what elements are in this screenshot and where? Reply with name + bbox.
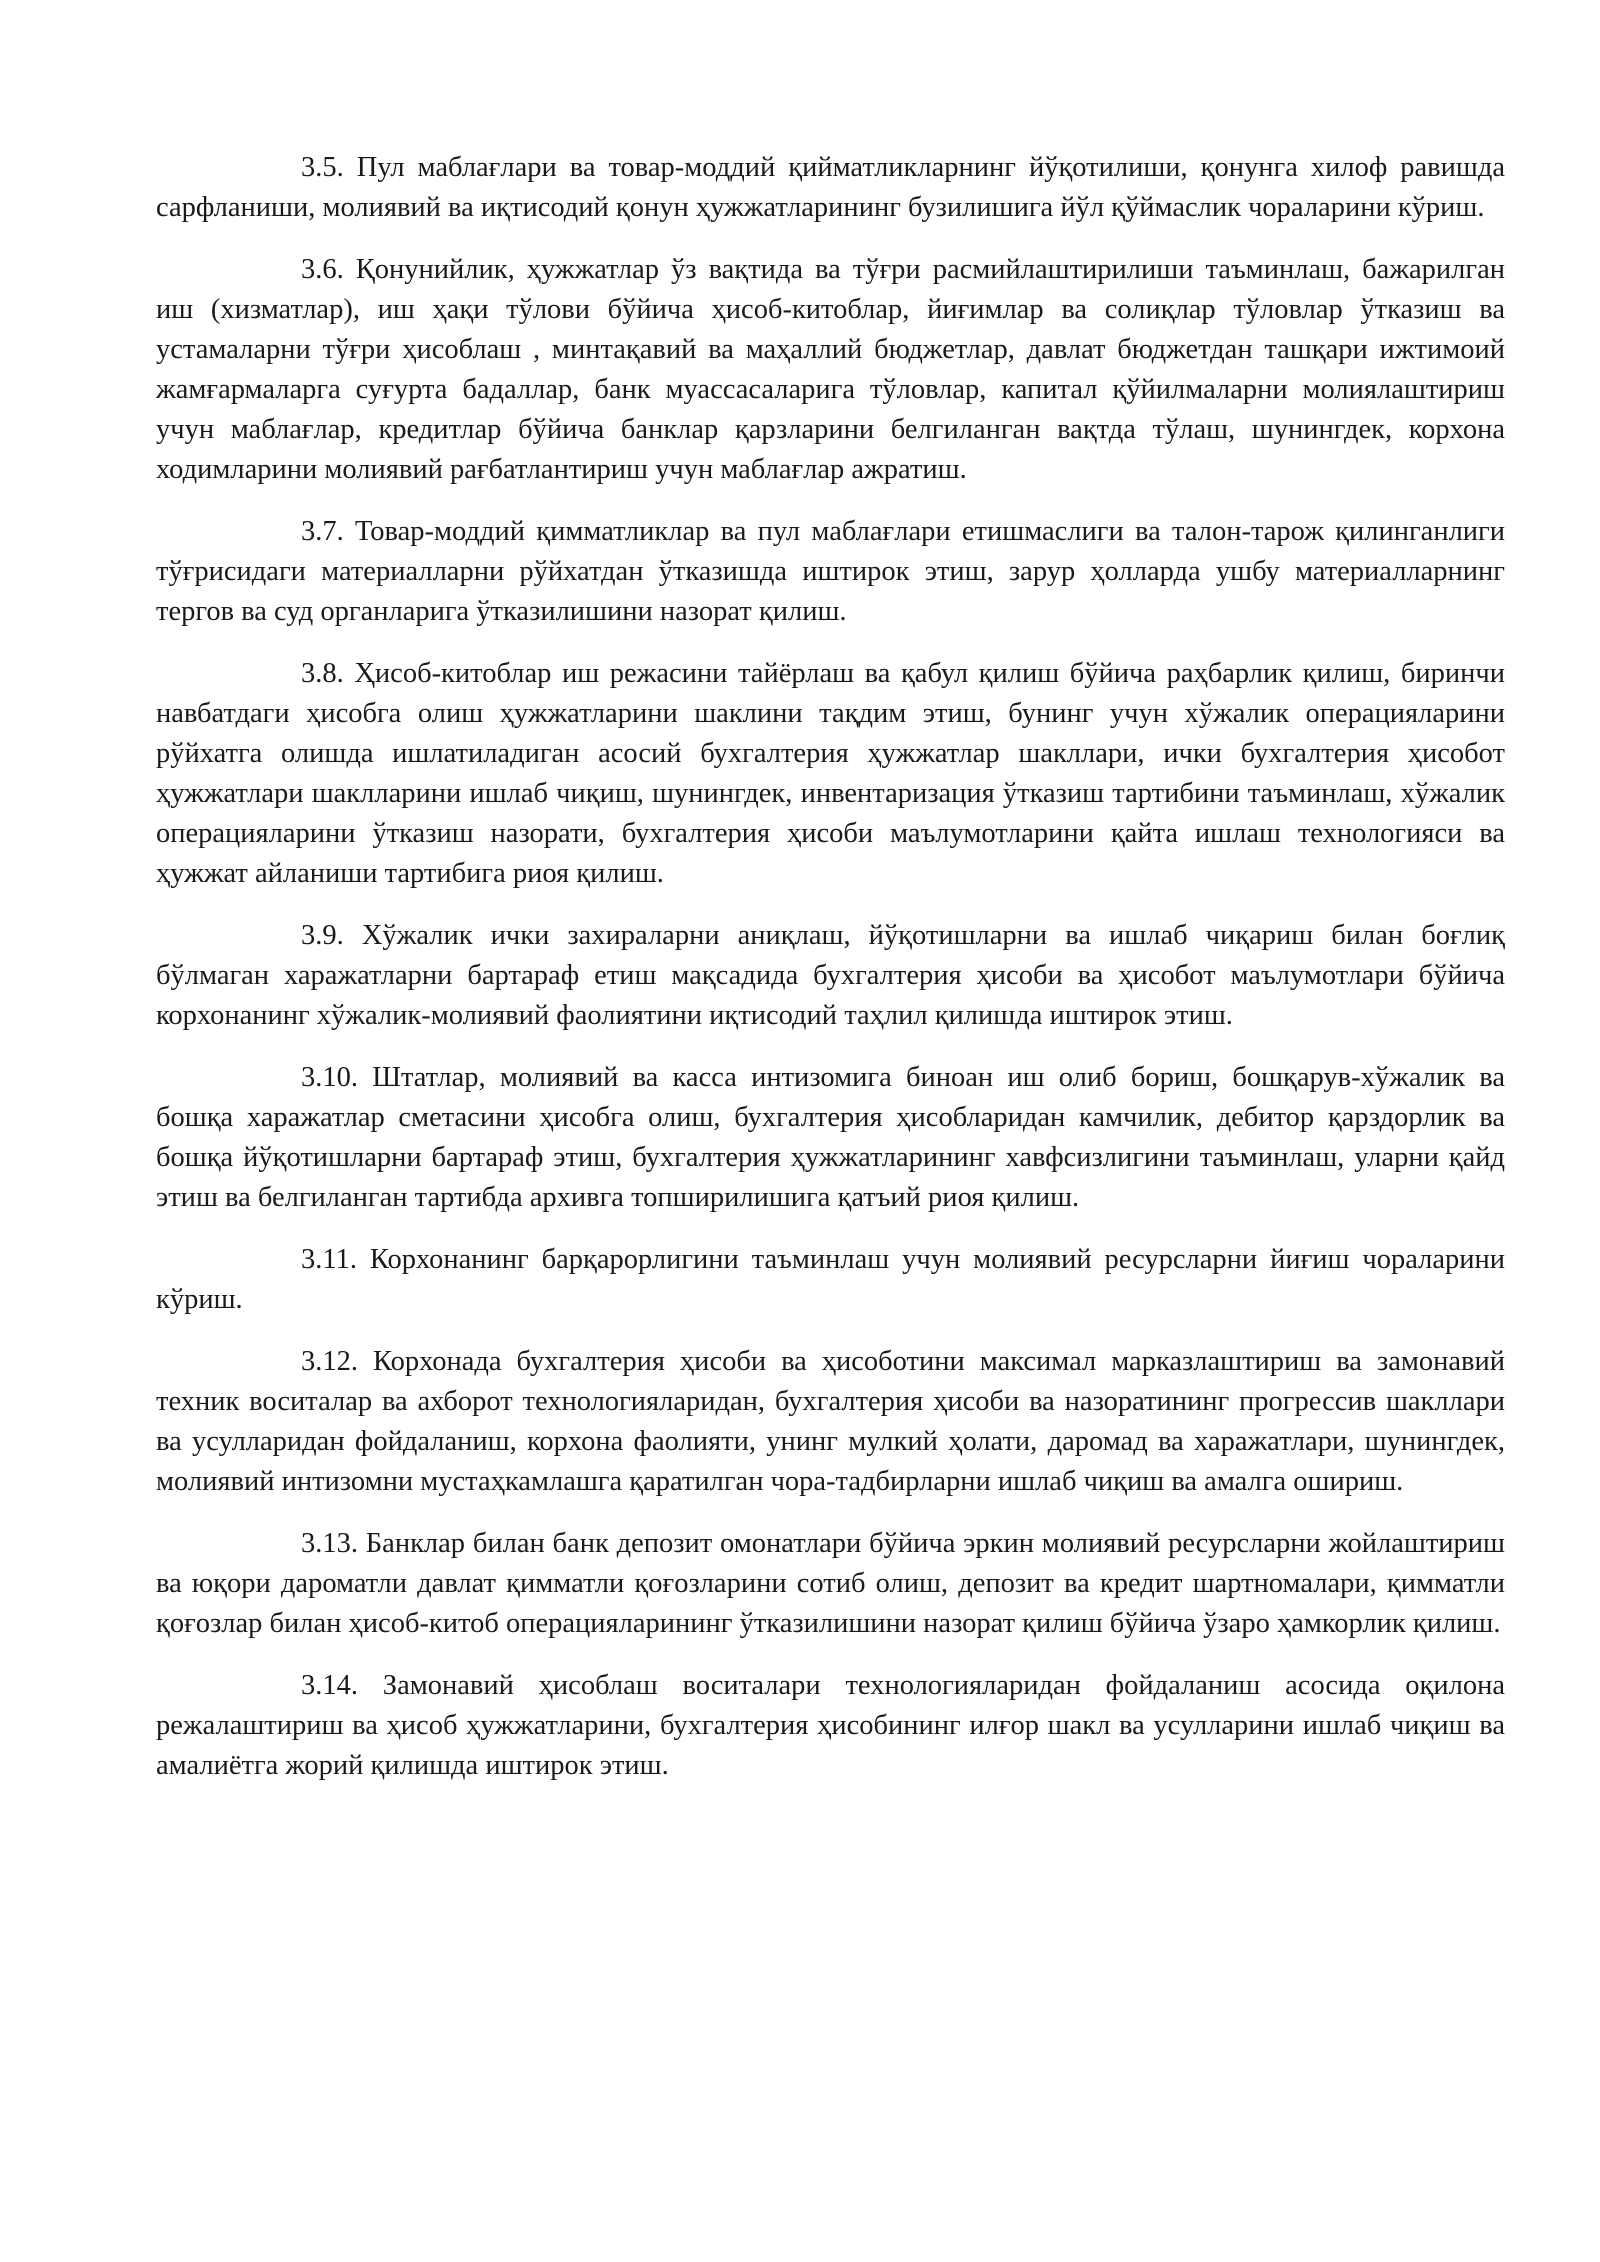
paragraph-3-9: 3.9. Хўжалик ички захираларни аниқлаш, йўқотишларни ва ишлаб чиқариш билан боғлиқ бўлмаган харажатларни бартараф етиш мақсадида бухгалтерия ҳисоби ва ҳисобот маълумотлари бўйича корхонанинг хўжалик-молиявий фаолиятини иқтисодий таҳлил қилишда иштирок этиш. — [156, 920, 1505, 1031]
paragraph-3-8: 3.8. Ҳисоб-китоблар иш режасини тайёрлаш ва қабул қилиш бўйича раҳбарлик қилиш, биринчи навбатдаги ҳисобга олиш ҳужжатларини шаклини тақдим этиш, бунинг учун хўжалик операцияларини рўйхатга олишда ишлатиладиган асосий бухгалтерия ҳужжатлар шакллари, ички бухгалтерия ҳисобот ҳужжатлари шаклларини ишлаб чиқиш, шунингдек, инвентаризация ўтказиш тартибини таъминлаш, хўжалик операцияларини ўтказиш назорати, бухгалтерия ҳисоби маълумотларини қайта ишлаш технологияси ва ҳужжат айланиши тартибига риоя қилиш. — [156, 658, 1505, 889]
paragraph-3-13: 3.13. Банклар билан банк депозит омонатлари бўйича эркин молиявий ресурсларни жойлаштириш ва юқори дароматли давлат қимматли қоғозларини сотиб олиш, депозит ва кредит шартномалари, қимматли қоғозлар билан ҳисоб-китоб операцияларининг ўтказилишини назорат қилиш бўйича ўзаро ҳамкорлик қилиш. — [156, 1528, 1505, 1639]
paragraph-3-10: 3.10. Штатлар, молиявий ва касса интизомига биноан иш олиб бориш, бошқарув-хўжалик ва бошқа харажатлар сметасини ҳисобга олиш, бухгалтерия ҳисобларидан камчилик, дебитор қарздорлик ва бошқа йўқотишларни бартараф этиш, бухгалтерия ҳужжатларининг хавфсизлигини таъминлаш, уларни қайд этиш ва белгиланган тартибда архивга топширилишига қатъий риоя қилиш. — [156, 1062, 1505, 1213]
paragraph-3-5: 3.5. Пул маблағлари ва товар-моддий қийматликларнинг йўқотилиши, қонунга хилоф равишда сарфланиши, молиявий ва иқтисодий қонун ҳужжатларининг бузилишига йўл қўймаслик чораларини кўриш. — [156, 152, 1505, 223]
paragraph-3-14: 3.14. Замонавий ҳисоблаш воситалари технологияларидан фойдаланиш асосида оқилона режалаштириш ва ҳисоб ҳужжатларини, бухгалтерия ҳисобининг илғор шакл ва усулларини ишлаб чиқиш ва амалиётга жорий қилишда иштирок этиш. — [156, 1670, 1505, 1781]
paragraph-3-11: 3.11. Корхонанинг барқарорлигини таъминлаш учун молиявий ресурсларни йиғиш чораларини кўриш. — [156, 1244, 1505, 1315]
document-page — [156, 148, 1505, 1808]
paragraph-3-6: 3.6. Қонунийлик, ҳужжатлар ўз вақтида ва тўғри расмийлаштирилиши таъминлаш, бажарилган иш (хизматлар), иш ҳақи тўлови бўйича ҳисоб-китоблар, йиғимлар ва солиқлар тўловлар ўтказиш ва устамаларни тўғри ҳисоблаш , минтақавий ва маҳаллий бюджетлар, давлат бюджетдан ташқари ижтимоий жамғармаларга суғурта бадаллар, банк муассасаларига тўловлар, капитал қўйилмаларни молиялаштириш учун маблағлар, кредитлар бўйича банклар қарзларини белгиланган вақтда тўлаш, шунингдек, корхона ходимларини молиявий рағбатлантириш учун маблағлар ажратиш. — [156, 254, 1505, 485]
paragraph-3-7: 3.7. Товар-моддий қимматликлар ва пул маблағлари етишмаслиги ва талон-тарож қилинганлиги тўғрисидаги материалларни рўйхатдан ўтказишда иштирок этиш, зарур ҳолларда ушбу материалларнинг тергов ва суд органларига ўтказилишини назорат қилиш. — [156, 516, 1505, 627]
paragraph-3-12: 3.12. Корхонада бухгалтерия ҳисоби ва ҳисоботини максимал марказлаштириш ва замонавий техник воситалар ва ахборот технологияларидан, бухгалтерия ҳисоби ва назоратининг прогрессив шакллари ва усулларидан фойдаланиш, корхона фаолияти, унинг мулкий ҳолати, даромад ва харажатлари, шунингдек, молиявий интизомни мустаҳкамлашга қаратилган чора-тадбирларни ишлаб чиқиш ва амалга ошириш. — [156, 1346, 1505, 1497]
